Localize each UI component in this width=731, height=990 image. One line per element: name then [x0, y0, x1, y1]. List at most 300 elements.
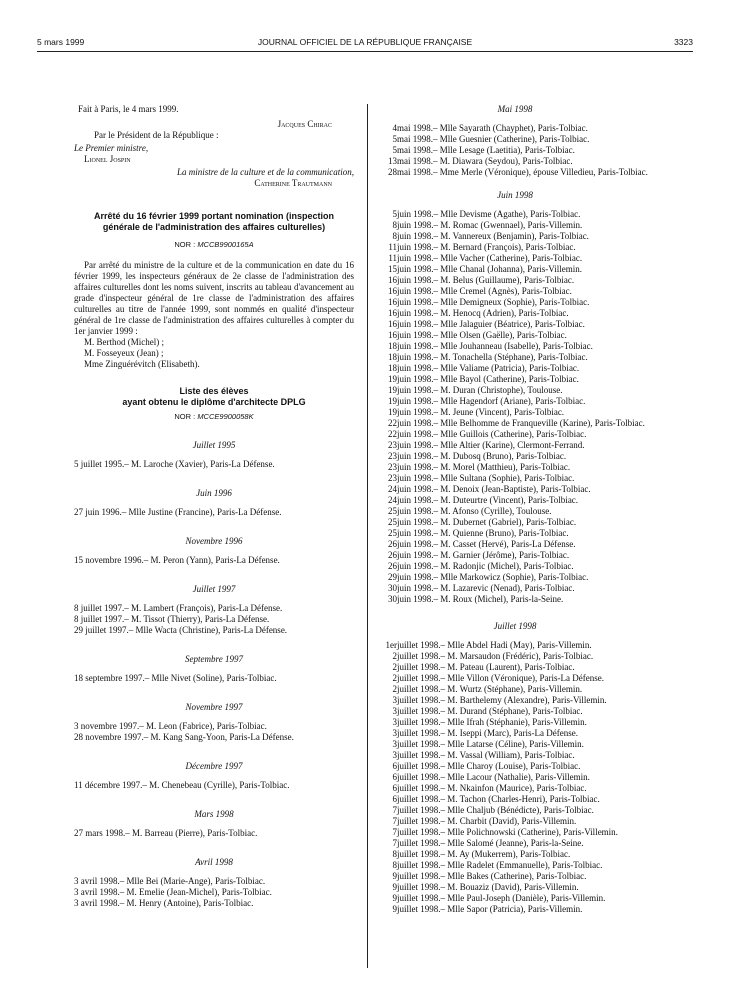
list-item	[374, 893, 656, 904]
entry-month: juin 1998.	[397, 539, 434, 549]
list-item	[374, 462, 656, 473]
entry-month: juillet 1998.	[397, 728, 441, 738]
entry-day: 6	[392, 772, 397, 782]
entry-day: 23	[388, 473, 397, 483]
list-item	[374, 242, 656, 253]
entry-text: – Mlle Olsen (Gaëlle), Paris-Tolbiac.	[433, 330, 567, 340]
entry-text: – Mlle Markowicz (Sophie), Paris-Tolbiac.	[433, 572, 589, 582]
entry-day: 22	[388, 429, 397, 439]
list-item	[74, 507, 354, 518]
entry-day: 18	[388, 363, 397, 373]
entry-month: juin 1998.	[397, 231, 434, 241]
entry-day: 30	[388, 583, 397, 593]
entry-day: 7	[392, 838, 397, 848]
entry-month: juin 1998.	[397, 308, 434, 318]
entry-day: 16	[388, 319, 397, 329]
list-item	[374, 341, 656, 352]
entry-text: – Mlle Paul-Joseph (Danièle), Paris-Villemin.	[440, 893, 606, 903]
section-heading: Avril 1998	[195, 857, 233, 867]
entry-day: 7	[392, 805, 397, 815]
entry-text: – M. Henry (Antoine), Paris-Tolbiac.	[119, 898, 254, 908]
entry-text: – M. Marsaudon (Frédéric), Paris-Tolbiac.	[440, 651, 594, 661]
list-item	[374, 253, 656, 264]
list-item	[374, 275, 656, 286]
entry-month: juillet 1998.	[397, 662, 441, 672]
entry-month: juillet 1998.	[397, 651, 441, 661]
entry-month: mai 1998.	[397, 145, 433, 155]
entry-text: – M. Duran (Christophe), Toulouse.	[433, 385, 563, 395]
list-title-1: Liste des élèves	[179, 386, 249, 396]
entry-text: – M. Nkainfon (Maurice), Paris-Tolbiac.	[440, 783, 587, 793]
entry-day: 16	[388, 297, 397, 307]
entry-text: – Mlle Lacour (Nathalie), Paris-Villemin.	[440, 772, 590, 782]
entry-day: 25	[388, 517, 397, 527]
entry-month: juin 1998.	[397, 220, 434, 230]
entry-day: 1er	[385, 640, 397, 650]
entry-day: 9	[392, 871, 397, 881]
entry-text: – M. Emelie (Jean-Michel), Paris-Tolbiac.	[119, 887, 272, 897]
list-item	[374, 860, 656, 871]
entry-text: – M. Vannereux (Benjamin), Paris-Tolbiac.	[433, 231, 589, 241]
list-item	[374, 363, 656, 374]
entry-day: 11	[388, 242, 397, 252]
section-heading: Juin 1996	[196, 488, 232, 498]
entry-month: juin 1998.	[397, 484, 434, 494]
entry-day: 2	[392, 684, 397, 694]
entry-date: 3 avril 1998.	[74, 887, 120, 897]
entry-month: juin 1998.	[397, 561, 434, 571]
list-item	[374, 308, 656, 319]
list-item	[374, 264, 656, 275]
entry-day: 13	[388, 156, 397, 166]
entry-text: – M. Tonachella (Stéphane), Paris-Tolbiac.	[433, 352, 588, 362]
entry-text: – Mlle Altier (Karine), Clermont-Ferrand.	[433, 440, 585, 450]
entry-month: juin 1998.	[397, 253, 434, 263]
entry-month: juin 1998.	[397, 264, 434, 274]
entry-day: 2	[392, 673, 397, 683]
nor-reference-2: NOR : MCCE9900058K	[174, 412, 254, 421]
signature-place-date: Fait à Paris, le 4 mars 1999.	[78, 104, 179, 114]
entry-month: juin 1998.	[397, 429, 434, 439]
entry-day: 7	[392, 827, 397, 837]
section-heading: Novembre 1996	[185, 536, 243, 546]
list-item	[374, 539, 656, 550]
entry-day: 19	[388, 396, 397, 406]
entry-text: – Mlle Ifrah (Stéphanie), Paris-Villemin.	[440, 717, 587, 727]
section-heading: Décembre 1997	[185, 761, 243, 771]
entry-text: – Mlle Guesnier (Catherine), Paris-Tolbiac.	[433, 134, 590, 144]
entry-month: juillet 1998.	[397, 739, 441, 749]
entry-text: – Mlle Wacta (Christine), Paris-La Défense.	[128, 625, 288, 635]
section-heading: Mars 1998	[194, 809, 234, 819]
list-item	[74, 614, 354, 625]
list-item	[374, 783, 656, 794]
list-item	[374, 484, 656, 495]
entry-month: mai 1998.	[397, 156, 433, 166]
section-heading: Juillet 1998	[493, 621, 537, 631]
entry-text: – Mlle Sultana (Sophie), Paris-Tolbiac.	[433, 473, 575, 483]
list-item	[374, 651, 656, 662]
entry-day: 9	[392, 893, 397, 903]
entry-text: – M. Peron (Yann), Paris-La Défense.	[143, 555, 280, 565]
entry-text: – M. Garnier (Jérôme), Paris-Tolbiac.	[433, 550, 570, 560]
entry-date: 3 avril 1998.	[74, 898, 120, 908]
entry-text: – Mlle Abdel Hadi (May), Paris-Villemin.	[440, 640, 592, 650]
list-item	[374, 871, 656, 882]
list-item	[374, 750, 656, 761]
entry-month: juillet 1998.	[397, 783, 441, 793]
entry-month: juin 1998.	[397, 517, 434, 527]
signer-pm-name: Lionel Jospin	[84, 154, 131, 164]
list-item	[374, 231, 656, 242]
entry-text: – M. Quienne (Bruno), Paris-Tolbiac.	[433, 528, 569, 538]
entry-day: 16	[388, 275, 397, 285]
list-item	[374, 319, 656, 330]
entry-month: juin 1998.	[397, 418, 434, 428]
entry-month: juin 1998.	[397, 209, 434, 219]
entry-day: 11	[388, 253, 397, 263]
entry-text: – M. Bernard (François), Paris-Tolbiac.	[433, 242, 576, 252]
list-item	[374, 506, 656, 517]
list-item	[374, 429, 656, 440]
entry-day: 16	[388, 330, 397, 340]
entry-month: juin 1998.	[397, 462, 434, 472]
entry-text: – M. Denoix (Jean-Baptiste), Paris-Tolbiac.	[433, 484, 591, 494]
entry-day: 16	[388, 308, 397, 318]
entry-text: – Mlle Charoy (Louise), Paris-Tolbiac.	[440, 761, 581, 771]
entry-month: juillet 1998.	[397, 750, 441, 760]
entry-month: juillet 1998.	[397, 717, 441, 727]
entry-text: – M. Duteurtre (Vincent), Paris-Tolbiac.	[433, 495, 579, 505]
entry-month: juin 1998.	[397, 396, 434, 406]
list-item	[74, 887, 354, 898]
entry-text: – M. Casset (Hervé), Paris-La Défense.	[433, 539, 576, 549]
entry-date: 5 juillet 1995.	[74, 459, 125, 469]
list-item	[374, 695, 656, 706]
entry-day: 29	[388, 572, 397, 582]
entry-text: – M. Iseppi (Marc), Paris-La Défense.	[440, 728, 578, 738]
entry-month: juin 1998.	[397, 572, 434, 582]
section-heading: Novembre 1997	[185, 702, 243, 712]
entry-day: 2	[392, 662, 397, 672]
nor-reference-1: NOR : MCCB9900165A	[174, 240, 254, 249]
list-item	[374, 123, 656, 134]
entry-day: 23	[388, 462, 397, 472]
entry-date: 11 décembre 1997.	[74, 780, 143, 790]
list-item	[374, 407, 656, 418]
entry-day: 15	[388, 264, 397, 274]
entry-month: juin 1998.	[397, 352, 434, 362]
entry-text: – Mlle Villon (Véronique), Paris-La Défense.	[440, 673, 604, 683]
list-item	[374, 662, 656, 673]
entry-date: 27 juin 1996.	[74, 507, 122, 517]
entry-month: mai 1998.	[397, 167, 433, 177]
entry-day: 16	[388, 286, 397, 296]
entry-day: 18	[388, 352, 397, 362]
entry-month: juillet 1998.	[397, 761, 441, 771]
list-item	[374, 473, 656, 484]
entry-day: 3	[392, 739, 397, 749]
list-item	[374, 440, 656, 451]
list-item	[374, 385, 656, 396]
entry-text: – Mlle Chaljub (Bénédicte), Paris-Tolbiac.	[440, 805, 594, 815]
entry-text: – M. Laroche (Xavier), Paris-La Défense.	[124, 459, 275, 469]
entry-day: 9	[392, 904, 397, 914]
list-item	[374, 717, 656, 728]
entry-text: – M. Pateau (Laurent), Paris-Tolbiac.	[440, 662, 575, 672]
entry-day: 5	[392, 134, 397, 144]
signer-minister-role: La ministre de la culture et de la communication,	[176, 167, 354, 177]
entry-text: – M. Morel (Matthieu), Paris-Tolbiac.	[433, 462, 571, 472]
entry-text: – M. Charbit (David), Paris-Villemin.	[440, 816, 577, 826]
entry-text: – M. Wurtz (Stéphane), Paris-Villemin.	[440, 684, 583, 694]
list-item	[374, 495, 656, 506]
entry-day: 19	[388, 407, 397, 417]
entry-text: – Mlle Bayol (Catherine), Paris-Tolbiac.	[433, 374, 579, 384]
entry-text: – M. Tachon (Charles-Henri), Paris-Tolbiac.	[440, 794, 600, 804]
list-item	[374, 673, 656, 684]
list-item	[374, 517, 656, 528]
entry-text: – M. Bouaziz (David), Paris-Villemin.	[440, 882, 579, 892]
entry-date: 3 novembre 1997.	[74, 721, 140, 731]
list-item	[374, 167, 656, 178]
signer-pm-role: Le Premier ministre,	[74, 143, 149, 153]
entry-day: 23	[388, 440, 397, 450]
left-sections	[74, 440, 354, 909]
entry-month: juin 1998.	[397, 583, 434, 593]
entry-text: – Mlle Salomé (Jeanne), Paris-la-Seine.	[440, 838, 584, 848]
entry-text: – M. Barthelemy (Alexandre), Paris-Villemin.	[440, 695, 607, 705]
entry-month: juillet 1998.	[397, 904, 441, 914]
signer-president: Jacques Chirac	[277, 119, 332, 129]
entry-text: – M. Lazarevic (Nenad), Paris-Tolbiac.	[433, 583, 575, 593]
entry-month: juin 1998.	[397, 341, 434, 351]
entry-text: – Mlle Radelet (Emmanuelle), Paris-Tolbiac.	[440, 860, 603, 870]
entry-day: 19	[388, 385, 397, 395]
list-item	[74, 898, 354, 909]
list-item	[74, 876, 354, 887]
arrete-title: Arrêté du 16 février 1999 portant nomination (inspection générale de l'administration des affaires culturelles)	[93, 211, 335, 232]
column-divider	[367, 104, 368, 968]
entry-month: juillet 1998.	[397, 695, 441, 705]
list-item	[374, 374, 656, 385]
entry-month: juin 1998.	[397, 385, 434, 395]
entry-day: 19	[388, 374, 397, 384]
entry-date: 8 juillet 1997.	[74, 614, 125, 624]
entry-month: juin 1998.	[397, 594, 434, 604]
entry-date: 29 juillet 1997.	[74, 625, 129, 635]
entry-day: 25	[388, 506, 397, 516]
entry-month: juillet 1998.	[397, 871, 441, 881]
entry-text: – Mlle Nivet (Soline), Paris-Tolbiac.	[144, 673, 277, 683]
entry-month: juillet 1998.	[397, 893, 441, 903]
entry-month: juin 1998.	[397, 242, 434, 252]
entry-date: 15 novembre 1996.	[74, 555, 144, 565]
entry-month: mai 1998.	[397, 123, 433, 133]
entry-month: juin 1998.	[397, 319, 434, 329]
entry-day: 30	[388, 594, 397, 604]
entry-day: 9	[392, 882, 397, 892]
list-item	[374, 838, 656, 849]
entry-text: – Mlle Polichnowski (Catherine), Paris-Villemin.	[440, 827, 618, 837]
entry-day: 23	[388, 451, 397, 461]
entry-day: 24	[388, 484, 397, 494]
list-item	[374, 145, 656, 156]
list-item	[74, 555, 354, 566]
list-item	[374, 849, 656, 860]
entry-text: – Mlle Latarse (Céline), Paris-Villemin.	[440, 739, 584, 749]
list-item	[374, 794, 656, 805]
list-item	[374, 816, 656, 827]
arrete-body: Par arrêté du ministre de la culture et de la communication en date du 16 février 1999, les inspecteurs généraux de 2e classe de l'administration des affaires culturelles dont les noms suivent, inscrits au tableau d'avancement au grade d'inspecteur général de 1re classe de l'administration des affaires culturelles au titre de l'année 1999, sont nommés en qualité d'inspecteur général de 1re classe de l'administration des affaires culturelles à compter du 1er janvier 1999 :	[74, 260, 354, 336]
entry-text: – Mme Merle (Véronique), épouse Villedieu, Paris-Tolbiac.	[433, 167, 648, 177]
entry-text: – M. Ay (Mukerrem), Paris-Tolbiac.	[440, 849, 571, 859]
entry-month: juin 1998.	[397, 407, 434, 417]
entry-month: juin 1998.	[397, 275, 434, 285]
section-heading: Juillet 1995	[192, 440, 236, 450]
entry-date: 27 mars 1998.	[74, 828, 126, 838]
entry-text: – Mlle Devisme (Agathe), Paris-Tolbiac.	[433, 209, 581, 219]
list-item	[74, 732, 354, 743]
entry-month: juin 1998.	[397, 330, 434, 340]
entry-day: 8	[392, 231, 397, 241]
entry-day: 28	[388, 167, 397, 177]
entry-month: juin 1998.	[397, 451, 434, 461]
signer-minister-name: Catherine Trautmann	[254, 178, 332, 188]
list-item	[374, 286, 656, 297]
entry-month: juillet 1998.	[397, 805, 441, 815]
list-item: M. Fosseyeux (Jean) ;	[84, 348, 164, 358]
entry-day: 6	[392, 783, 397, 793]
header-journal-title: JOURNAL OFFICIEL DE LA RÉPUBLIQUE FRANÇAISE	[257, 37, 473, 47]
list-item	[374, 561, 656, 572]
entry-text: – Mlle Chanal (Johanna), Paris-Villemin.	[433, 264, 582, 274]
entry-text: – M. Dubernet (Gabriel), Paris-Tolbiac.	[433, 517, 577, 527]
section-heading: Septembre 1997	[185, 654, 243, 664]
entry-text: – Mlle Justine (Francine), Paris-La Défense.	[121, 507, 282, 517]
entry-text: – Mlle Cremel (Agnès), Paris-Tolbiac.	[433, 286, 572, 296]
entry-month: juin 1998.	[397, 297, 434, 307]
entry-text: – Mlle Sapor (Patricia), Paris-Villemin.	[440, 904, 583, 914]
entry-month: juillet 1998.	[397, 816, 441, 826]
list-item	[374, 684, 656, 695]
entry-text: – M. Kang Sang-Yoon, Paris-La Défense.	[143, 732, 294, 742]
entry-day: 8	[392, 860, 397, 870]
list-item	[374, 134, 656, 145]
entry-month: juin 1998.	[397, 550, 434, 560]
list-item	[374, 528, 656, 539]
entry-month: juillet 1998.	[397, 673, 441, 683]
list-item	[374, 728, 656, 739]
entry-month: juillet 1998.	[397, 827, 441, 837]
entry-text: – M. Tissot (Thierry), Paris-La Défense.	[124, 614, 270, 624]
list-item	[374, 209, 656, 220]
section-heading: Juillet 1997	[192, 584, 236, 594]
entry-day: 3	[392, 750, 397, 760]
list-item	[374, 550, 656, 561]
entry-month: juin 1998.	[397, 440, 434, 450]
section-heading: Juin 1998	[497, 190, 533, 200]
entry-month: juin 1998.	[397, 473, 434, 483]
entry-text: – Mlle Jalaguier (Béatrice), Paris-Tolbiac.	[433, 319, 585, 329]
entry-month: juin 1998.	[397, 286, 434, 296]
entry-text: – Mlle Bei (Marie-Ange), Paris-Tolbiac.	[119, 876, 266, 886]
entry-month: juillet 1998.	[397, 684, 441, 694]
right-sections	[374, 104, 656, 915]
list-item	[374, 396, 656, 407]
entry-text: – M. Afonso (Cyrille), Toulouse.	[433, 506, 552, 516]
signer-par: Par le Président de la République :	[94, 130, 219, 140]
list-item	[74, 603, 354, 614]
entry-text: – M. Dubosq (Bruno), Paris-Tolbiac.	[433, 451, 567, 461]
entry-month: juin 1998.	[397, 528, 434, 538]
entry-month: juillet 1998.	[397, 772, 441, 782]
page-header	[37, 35, 693, 52]
entry-text: – Mlle Lesage (Laetitia), Paris-Tolbiac.	[433, 145, 575, 155]
entry-date: 18 septembre 1997.	[74, 673, 145, 683]
entry-text: – Mlle Demigneux (Sophie), Paris-Tolbiac.	[433, 297, 590, 307]
list-item	[374, 739, 656, 750]
entry-text: – M. Lambert (François), Paris-La Défense.	[124, 603, 283, 613]
entry-day: 3	[392, 717, 397, 727]
entry-text: – M. Radonjic (Michel), Paris-Tolbiac.	[433, 561, 574, 571]
list-item	[374, 583, 656, 594]
entry-date: 3 avril 1998.	[74, 876, 120, 886]
entry-day: 2	[392, 651, 397, 661]
list-item	[374, 761, 656, 772]
list-title-2: ayant obtenu le diplôme d'architecte DPLG	[122, 397, 306, 407]
entry-text: – Mlle Hagendorf (Ariane), Paris-Tolbiac.	[433, 396, 586, 406]
list-item	[374, 297, 656, 308]
entry-text: – Mlle Guillois (Catherine), Paris-Tolbiac.	[433, 429, 587, 439]
entry-text: – Mlle Vacher (Catherine), Paris-Tolbiac.	[433, 253, 583, 263]
entry-month: juin 1998.	[397, 495, 434, 505]
list-item	[374, 904, 656, 915]
list-item	[374, 640, 656, 651]
entry-day: 25	[388, 528, 397, 538]
entry-day: 5	[392, 209, 397, 219]
entry-text: – M. Roux (Michel), Paris-la-Seine.	[433, 594, 564, 604]
header-date: 5 mars 1999	[37, 37, 85, 47]
entry-day: 26	[388, 550, 397, 560]
list-item	[374, 156, 656, 167]
list-item	[374, 330, 656, 341]
entry-month: mai 1998.	[397, 134, 433, 144]
list-item	[374, 220, 656, 231]
entry-day: 26	[388, 539, 397, 549]
entry-month: juin 1998.	[397, 374, 434, 384]
entry-day: 26	[388, 561, 397, 571]
entry-month: juillet 1998.	[397, 640, 441, 650]
entry-text: – M. Durand (Stéphane), Paris-Tolbiac.	[440, 706, 583, 716]
list-item	[74, 459, 354, 470]
entry-text: – M. Romac (Gwennael), Paris-Villemin.	[433, 220, 583, 230]
entry-day: 5	[392, 145, 397, 155]
list-item: M. Berthod (Michel) ;	[84, 337, 164, 347]
names-list	[84, 337, 354, 370]
entry-text: – Mlle Valiame (Patricia), Paris-Tolbiac.	[433, 363, 580, 373]
entry-text: – M. Belus (Guillaume), Paris-Tolbiac.	[433, 275, 575, 285]
entry-text: – M. Chenebeau (Cyrille), Paris-Tolbiac.	[142, 780, 290, 790]
entry-text: – M. Jeune (Vincent), Paris-Tolbiac.	[433, 407, 565, 417]
entry-text: – M. Vassal (William), Paris-Tolbiac.	[440, 750, 575, 760]
list-item: Mme Zinguérévitch (Elisabeth).	[84, 359, 200, 369]
entry-day: 24	[388, 495, 397, 505]
list-item	[74, 673, 354, 684]
list-item	[374, 572, 656, 583]
entry-day: 3	[392, 695, 397, 705]
entry-text: – Mlle Jouhanneau (Isabelle), Paris-Tolbiac.	[433, 341, 593, 351]
